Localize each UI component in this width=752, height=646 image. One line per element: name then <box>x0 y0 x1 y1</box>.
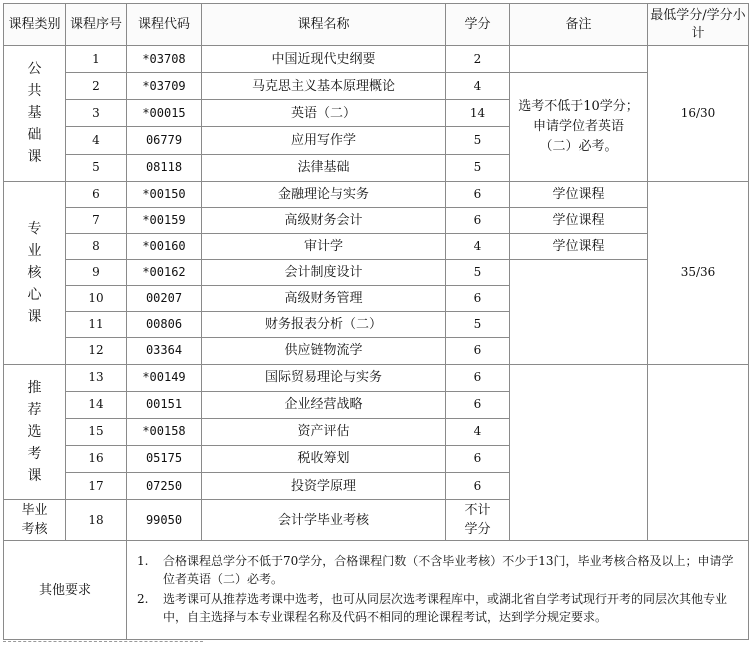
name-cell: 审计学 <box>202 233 446 259</box>
name-cell: 税收筹划 <box>202 445 446 472</box>
name-cell: 英语（二） <box>202 100 446 127</box>
requirement-number: 1. <box>137 554 149 569</box>
note-cell: 学位课程 <box>510 233 648 259</box>
credit-cell: 5 <box>446 127 510 154</box>
category-grad <box>4 500 66 541</box>
header-code: 课程代码 <box>127 4 202 46</box>
credit-cell: 6 <box>446 391 510 418</box>
category-label: 毕业考核 <box>21 503 48 538</box>
name-cell: 马克思主义基本原理概论 <box>202 73 446 100</box>
seq-cell: 14 <box>66 391 127 418</box>
credit-cell: 4 <box>446 73 510 100</box>
code-cell: *00158 <box>127 418 202 445</box>
credit-cell: 6 <box>446 181 510 207</box>
seq-cell: 7 <box>66 207 127 233</box>
seq-cell: 5 <box>66 154 127 181</box>
course-plan-table <box>3 3 749 640</box>
credit-cell: 5 <box>446 312 510 338</box>
requirement-number: 2. <box>137 592 149 607</box>
seq-cell: 12 <box>66 338 127 364</box>
category-elective <box>4 364 66 500</box>
credit-cell: 5 <box>446 154 510 181</box>
code-cell: 05175 <box>127 445 202 472</box>
credit-cell: 6 <box>446 364 510 391</box>
header-name: 课程名称 <box>202 4 446 46</box>
credit-cell: 不计学分 <box>446 500 510 541</box>
seq-cell: 10 <box>66 286 127 312</box>
seq-cell: 3 <box>66 100 127 127</box>
note-cell <box>510 46 648 73</box>
name-cell: 应用写作学 <box>202 127 446 154</box>
name-cell: 金融理论与实务 <box>202 181 446 207</box>
code-cell: *00149 <box>127 364 202 391</box>
seq-cell: 13 <box>66 364 127 391</box>
name-cell: 高级财务会计 <box>202 207 446 233</box>
code-cell: *00159 <box>127 207 202 233</box>
credit-cell: 6 <box>446 473 510 500</box>
code-cell: 00806 <box>127 312 202 338</box>
name-cell: 会计制度设计 <box>202 260 446 286</box>
other-requirements-row <box>4 541 749 640</box>
credit-cell: 4 <box>446 418 510 445</box>
table-row <box>4 207 749 233</box>
credit-cell: 6 <box>446 338 510 364</box>
other-requirements-label: 其他要求 <box>4 541 127 640</box>
table-row <box>4 181 749 207</box>
name-cell: 企业经营战略 <box>202 391 446 418</box>
name-cell: 法律基础 <box>202 154 446 181</box>
name-cell: 国际贸易理论与实务 <box>202 364 446 391</box>
table-row <box>4 46 749 73</box>
seq-cell: 6 <box>66 181 127 207</box>
note-cell-empty <box>510 364 648 541</box>
category-major <box>4 181 66 364</box>
table-row <box>4 364 749 391</box>
header-credit: 学分 <box>446 4 510 46</box>
category-public <box>4 46 66 182</box>
seq-cell: 18 <box>66 500 127 541</box>
min-credit-empty <box>648 364 749 541</box>
header-category: 课程类别 <box>4 4 66 46</box>
note-cell: 学位课程 <box>510 207 648 233</box>
code-cell: 99050 <box>127 500 202 541</box>
code-cell: 07250 <box>127 473 202 500</box>
table-row <box>4 260 749 286</box>
seq-cell: 2 <box>66 73 127 100</box>
header-note: 备注 <box>510 4 648 46</box>
category-label: 专业核心课 <box>27 220 42 325</box>
other-requirements-content <box>127 541 749 640</box>
category-label: 推荐选考课 <box>27 379 42 484</box>
cut-off-text-edge <box>3 641 203 646</box>
code-cell: 06779 <box>127 127 202 154</box>
credit-cell: 6 <box>446 286 510 312</box>
seq-cell: 8 <box>66 233 127 259</box>
code-cell: *00015 <box>127 100 202 127</box>
note-public: 选考不低于10学分；申请学位者英语（二）必考。 <box>510 73 648 182</box>
credit-cell: 6 <box>446 207 510 233</box>
name-cell: 中国近现代史纲要 <box>202 46 446 73</box>
credit-cell: 6 <box>446 445 510 472</box>
name-cell: 高级财务管理 <box>202 286 446 312</box>
credit-cell: 4 <box>446 233 510 259</box>
seq-cell: 17 <box>66 473 127 500</box>
header-seq: 课程序号 <box>66 4 127 46</box>
code-cell: 00151 <box>127 391 202 418</box>
requirement-text: 选考课可从推荐选考课中选考，也可从同层次选考课程库中，或湖北省自学考试现行开考的同层次其他专业中，自主选择与本专业课程名称及代码不相同的理论课程考试，达到学分规定要求。 <box>163 592 728 625</box>
code-cell: *00160 <box>127 233 202 259</box>
seq-cell: 15 <box>66 418 127 445</box>
requirement-item <box>137 552 740 588</box>
table-row <box>4 233 749 259</box>
credit-cell: 14 <box>446 100 510 127</box>
requirement-text: 合格课程总学分不低于70学分，合格课程门数（不含毕业考核）不少于13门，毕业考核合格及以上；申请学位者英语（二）必考。 <box>163 554 734 587</box>
table-row <box>4 73 749 100</box>
code-cell: *00150 <box>127 181 202 207</box>
name-cell: 会计学毕业考核 <box>202 500 446 541</box>
header-min-credit: 最低学分/学分小计 <box>648 4 749 46</box>
code-cell: *03709 <box>127 73 202 100</box>
name-cell: 投资学原理 <box>202 473 446 500</box>
min-credit-public: 16/30 <box>648 46 749 182</box>
seq-cell: 11 <box>66 312 127 338</box>
min-credit-major: 35/36 <box>648 181 749 364</box>
name-cell: 供应链物流学 <box>202 338 446 364</box>
note-cell: 学位课程 <box>510 181 648 207</box>
code-cell: 03364 <box>127 338 202 364</box>
category-label: 公共基础课 <box>27 61 42 166</box>
seq-cell: 4 <box>66 127 127 154</box>
header-row <box>4 4 749 46</box>
name-cell: 资产评估 <box>202 418 446 445</box>
credit-cell: 2 <box>446 46 510 73</box>
code-cell: 00207 <box>127 286 202 312</box>
seq-cell: 1 <box>66 46 127 73</box>
seq-cell: 16 <box>66 445 127 472</box>
code-cell: *00162 <box>127 260 202 286</box>
code-cell: 08118 <box>127 154 202 181</box>
credit-cell: 5 <box>446 260 510 286</box>
seq-cell: 9 <box>66 260 127 286</box>
note-cell-empty <box>510 260 648 365</box>
requirement-item <box>137 590 740 626</box>
name-cell: 财务报表分析（二） <box>202 312 446 338</box>
code-cell: *03708 <box>127 46 202 73</box>
